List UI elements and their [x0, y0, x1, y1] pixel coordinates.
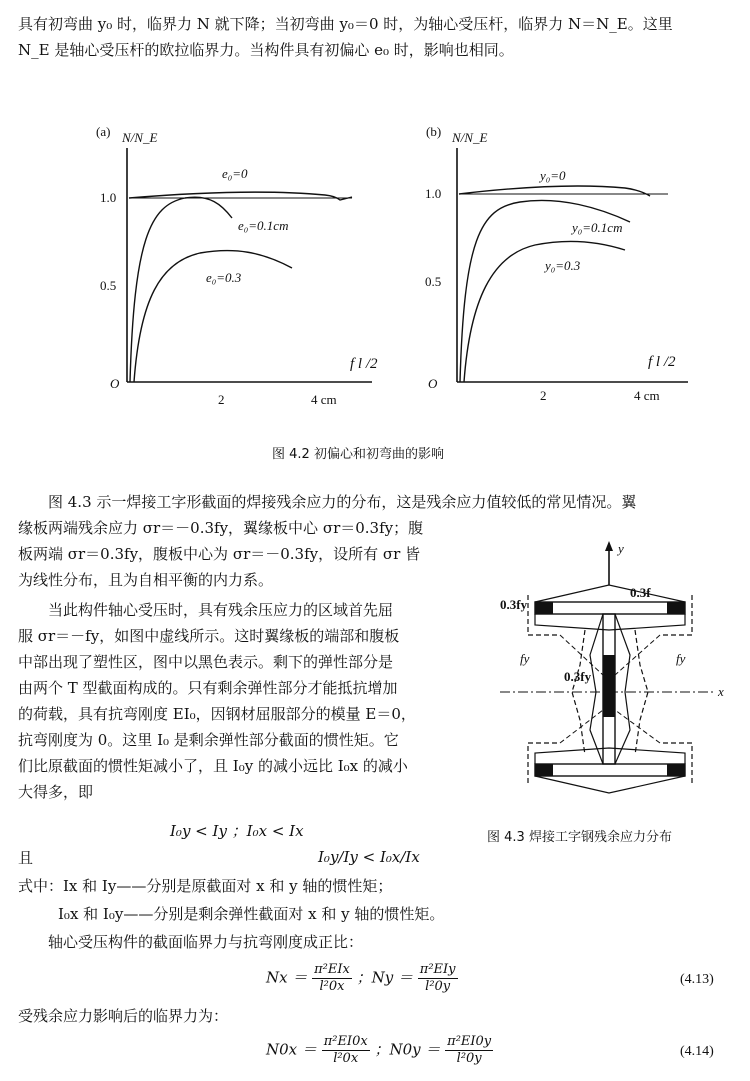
fraction	[445, 1034, 493, 1067]
panel-b-origin: O	[428, 376, 438, 391]
eq-lhs: ；Ny ＝	[356, 968, 414, 987]
text-line: 缘板两端残余应力 σr＝－0.3fy，翼缘板中心 σr＝0.3fy；腹	[18, 519, 424, 537]
text-line: 受残余应力影响后的临界力为：	[18, 1007, 229, 1025]
y-axis-label: y	[618, 541, 624, 556]
text-line: 们比原截面的惯性矩减小了，且 I₀y 的减小远比 I₀x 的减小	[18, 757, 408, 775]
panel-b-xtick: 4 cm	[634, 388, 660, 403]
stress-label: 0.3fy	[500, 597, 528, 612]
stress-label: fy	[520, 651, 530, 666]
text-line: 当此构件轴心受压时，具有残余压应力的区域首先屈	[48, 601, 394, 619]
panel-a-y-label: N/N_E	[122, 130, 158, 145]
fraction	[322, 1034, 370, 1067]
panel-b-xtick: 2	[540, 388, 547, 403]
text-line: 图 4.3 示一焊接工字形截面的焊接残余应力的分布，这是残余应力值较低的常见情况。翼	[48, 493, 637, 511]
denominator: l²0x	[319, 979, 345, 994]
figure-4-3	[490, 535, 740, 825]
stress-label: 0.3f	[630, 585, 651, 600]
curve-e0-0.1	[130, 197, 232, 382]
stress-label: fy	[676, 651, 686, 666]
fraction	[312, 962, 352, 995]
figure-caption: 图 4.2 初偏心和初弯曲的影响	[272, 447, 444, 462]
denominator: l²0x	[333, 1051, 359, 1066]
equation-number: (4.14)	[680, 1044, 714, 1059]
panel-a-origin: O	[110, 376, 120, 391]
panel-a-ytick: 1.0	[100, 190, 117, 205]
eq-lhs: N0x ＝	[266, 1040, 317, 1059]
numerator: π²EI0x	[323, 1034, 368, 1049]
curve-label: y₀=0	[540, 168, 566, 183]
equation-4-13	[266, 962, 458, 995]
equation-number: (4.13)	[680, 972, 714, 987]
panel-b-y-label: N/N_E	[452, 130, 488, 145]
panel-b	[425, 124, 688, 403]
curve-label: e₀=0.1cm	[238, 218, 289, 233]
text-line: 由两个 T 型截面构成的。只有剩余弹性部分才能抵抗增加	[18, 679, 398, 697]
panel-a-xtick: 4 cm	[311, 392, 337, 407]
panel-a-label: (a)	[96, 124, 111, 139]
text-line: I₀x 和 I₀y——分别是剩余弹性截面对 x 和 y 轴的惯性矩。	[58, 905, 445, 923]
numerator: π²EI0y	[447, 1034, 492, 1049]
panel-a	[96, 124, 378, 407]
text-line: 抗弯刚度为 0。这里 I₀ 是剩余弹性部分截面的惯性矩。它	[18, 731, 399, 749]
figure-4-2	[0, 110, 750, 430]
eq-lhs: ；N0y ＝	[374, 1040, 441, 1059]
panel-b-ytick: 1.0	[425, 186, 442, 201]
figure-caption: 图 4.3 焊接工字钢残余应力分布	[487, 830, 672, 845]
panel-b-x-label: f l /2	[648, 354, 676, 370]
panel-a-xtick: 2	[218, 392, 225, 407]
text-line: 式中：Ix 和 Iy——分别是原截面对 x 和 y 轴的惯性矩；	[18, 877, 393, 895]
curve-label: y₀=0.3	[545, 258, 581, 273]
denominator: l²0y	[425, 979, 451, 994]
inequality: I₀y/Iy < I₀x/Ix	[318, 848, 420, 866]
text-line: 板两端 σr＝0.3fy，腹板中心为 σr＝－0.3fy，设所有 σr 皆	[18, 545, 421, 563]
curve-e0-0	[129, 192, 352, 200]
stress-label: 0.3fy	[564, 669, 592, 684]
panel-b-label: (b)	[426, 124, 442, 139]
denominator: l²0y	[456, 1051, 482, 1066]
panel-a-ytick: 0.5	[100, 278, 117, 293]
text-line: 服 σr＝－fy，如图中虚线所示。这时翼缘板的端部和腹板	[18, 627, 400, 645]
text-line: 中部出现了塑性区，图中以黑色表示。剩下的弹性部分是	[18, 653, 394, 671]
text-line: 且	[18, 849, 34, 867]
eq-lhs: Nx ＝	[266, 968, 308, 987]
text-line: 具有初弯曲 y₀ 时，临界力 N 就下降；当初弯曲 y₀＝0 时，为轴心受压杆，临界力 N＝N_E。这里	[18, 15, 673, 33]
panel-a-x-label: f l /2	[350, 356, 378, 372]
numerator: π²EIx	[314, 962, 350, 977]
equation-4-14	[266, 1034, 493, 1067]
curve-label: e₀=0	[222, 166, 248, 181]
text-line: 轴心受压构件的截面临界力与抗弯刚度成正比：	[48, 933, 364, 951]
text-line: 的荷载，具有抗弯刚度 EI₀，因钢材屈服部分的模量 E＝0，	[18, 705, 416, 723]
curve-label: e₀=0.3	[206, 270, 242, 285]
fraction	[418, 962, 458, 995]
curve-label: y₀=0.1cm	[572, 220, 623, 235]
text-line: 大得多，即	[18, 783, 94, 801]
x-axis-label: x	[718, 684, 724, 699]
inequality: I₀y < Iy ；I₀x < Ix	[170, 822, 304, 840]
text-line: 为线性分布，且为自相平衡的内力系。	[18, 571, 274, 589]
numerator: π²EIy	[419, 962, 456, 977]
text-line: N_E 是轴心受压杆的欧拉临界力。当构件具有初偏心 e₀ 时，影响也相同。	[18, 41, 514, 59]
panel-b-ytick: 0.5	[425, 274, 442, 289]
